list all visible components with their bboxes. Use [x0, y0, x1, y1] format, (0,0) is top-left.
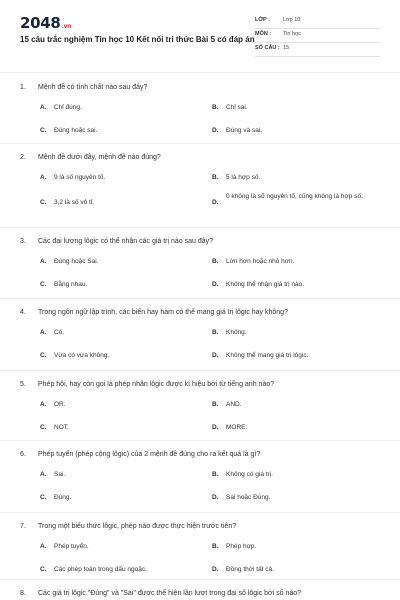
question-stem: Mệnh đề có tính chất nào sau đây?: [38, 84, 148, 91]
question-divider: [0, 143, 400, 144]
option-letter: B.: [212, 258, 219, 265]
option-text: Lớn hơn hoặc nhỏ hơn.: [226, 258, 295, 265]
question-stem: Mệnh đề dưới đây, mệnh đề nào đúng?: [38, 154, 161, 161]
option-text: AND.: [226, 401, 242, 408]
option-text: Không.: [226, 329, 247, 336]
option-text: Đúng và sai.: [226, 127, 263, 134]
option-text: 9 là số nguyên tố.: [54, 174, 106, 181]
site-logo[interactable]: [20, 14, 71, 32]
question-stem: Phép tuyển (phép cộng lôgic) của 2 mệnh đề đúng cho ra kết quả là gì?: [38, 451, 261, 458]
question-text: [20, 153, 385, 162]
question-divider: [0, 512, 400, 513]
question-stem: Các giá trị lôgic "Đúng" và "Sai" được thể hiện lần lượt trong đại số lôgic bởi số nào?: [38, 590, 302, 597]
page-header: [0, 0, 400, 72]
question-stem: Các đại lượng lôgic có thể nhận các giá trị nào sau đây?: [38, 238, 214, 245]
option-text: Các phép toán trong dấu ngoặc.: [54, 566, 147, 573]
option-letter: D.: [212, 127, 219, 134]
option-text: MORE.: [226, 424, 248, 431]
option-text: Không có giá trị.: [226, 471, 273, 478]
question-number: 2.: [20, 154, 26, 161]
option-text: Phép hợp.: [226, 543, 257, 550]
question-divider: [0, 298, 400, 299]
question-number: 6.: [20, 451, 26, 458]
option-text: Không thể nhận giá trị nào.: [226, 281, 305, 288]
option-text: 5 là hợp số.: [226, 174, 261, 181]
question-stem: Trong ngôn ngữ lập trình, các biến hay hàm có thể mang giá trị lôgic hay không?: [38, 309, 288, 316]
option-text: Đúng hoặc Sai.: [54, 258, 99, 265]
meta-subject-label: MÔN :: [255, 31, 272, 37]
option-text: Đúng.: [54, 494, 72, 501]
option-letter: B.: [212, 471, 219, 478]
meta-class-label: LỚP :: [255, 17, 270, 23]
option-text: OR.: [54, 401, 66, 408]
question-text: [20, 589, 385, 598]
header-divider: [0, 72, 400, 73]
option-letter: C.: [40, 566, 47, 573]
question-stem: Trong một biểu thức lôgic, phép nào được thực hiện trước tiên?: [38, 523, 237, 530]
question-stem: Phép hội, hay còn gọi là phép nhân lôgic được kí hiệu bởi từ tiếng anh nào?: [38, 381, 275, 388]
question-text: [20, 237, 385, 246]
option-letter: C.: [40, 281, 47, 288]
option-letter: B.: [212, 401, 219, 408]
question-divider: [0, 579, 400, 580]
question-number: 3.: [20, 238, 26, 245]
option-text: 0 không là số nguyên tố, cũng không là hợp số.: [226, 193, 363, 200]
question-number: 1.: [20, 84, 26, 91]
question-divider: [0, 227, 400, 228]
option-letter: B.: [212, 174, 219, 181]
question-number: 8.: [20, 590, 26, 597]
question-number: 5.: [20, 381, 26, 388]
option-text: Đồng thời tất cả.: [226, 566, 274, 573]
question-text: [20, 308, 385, 317]
question-number: 4.: [20, 309, 26, 316]
logo-domain: .vn: [61, 23, 72, 30]
option-letter: D.: [212, 494, 219, 501]
meta-subject-value: Tin học: [283, 31, 301, 37]
meta-class-value: Lớp 10: [283, 17, 301, 23]
option-text: Chỉ sai.: [226, 104, 248, 111]
option-letter: C.: [40, 352, 47, 359]
option-letter: D.: [212, 199, 219, 206]
option-letter: A.: [40, 104, 47, 111]
option-letter: A.: [40, 471, 47, 478]
option-text: NOT.: [54, 424, 69, 431]
option-letter: B.: [212, 104, 219, 111]
question-text: [20, 522, 385, 531]
question-text: [20, 450, 385, 459]
option-text: Đúng hoặc sai.: [54, 127, 98, 134]
option-letter: B.: [212, 329, 219, 336]
meta-count-label: SỐ CÂU :: [255, 45, 280, 51]
option-text: Không thể mang giá trị lôgic.: [226, 352, 309, 359]
option-letter: D.: [212, 352, 219, 359]
option-letter: C.: [40, 424, 47, 431]
meta-subject: [255, 28, 380, 43]
meta-class: [255, 14, 380, 29]
option-text: 3,2 là số vô tỉ.: [54, 199, 95, 206]
option-letter: D.: [212, 566, 219, 573]
option-text: Phép tuyển.: [54, 543, 89, 550]
option-text: Vừa có vừa không.: [54, 352, 110, 359]
option-letter: A.: [40, 543, 47, 550]
option-letter: B.: [212, 543, 219, 550]
page-title: 15 câu trắc nghiệm Tin học 10 Kết nối tri thức Bài 5 có đáp án: [20, 35, 255, 44]
option-text: Bằng nhau.: [54, 281, 88, 288]
option-text: Có.: [54, 329, 65, 336]
option-letter: C.: [40, 494, 47, 501]
option-letter: D.: [212, 281, 219, 288]
meta-count: [255, 42, 380, 57]
option-letter: C.: [40, 127, 47, 134]
option-letter: A.: [40, 401, 47, 408]
question-number: 7.: [20, 523, 26, 530]
meta-count-value: 15: [283, 45, 290, 51]
option-letter: A.: [40, 329, 47, 336]
option-text: Chỉ đúng.: [54, 104, 82, 111]
option-text: Sai hoặc Đúng.: [226, 494, 271, 501]
question-divider: [0, 370, 400, 371]
question-divider: [0, 440, 400, 441]
question-text: [20, 83, 385, 92]
option-letter: D.: [212, 424, 219, 431]
question-text: [20, 380, 385, 389]
option-letter: C.: [40, 199, 47, 206]
option-text: Sai.: [54, 471, 66, 478]
logo-text: 2048: [20, 14, 61, 32]
option-letter: A.: [40, 258, 47, 265]
option-letter: A.: [40, 174, 47, 181]
